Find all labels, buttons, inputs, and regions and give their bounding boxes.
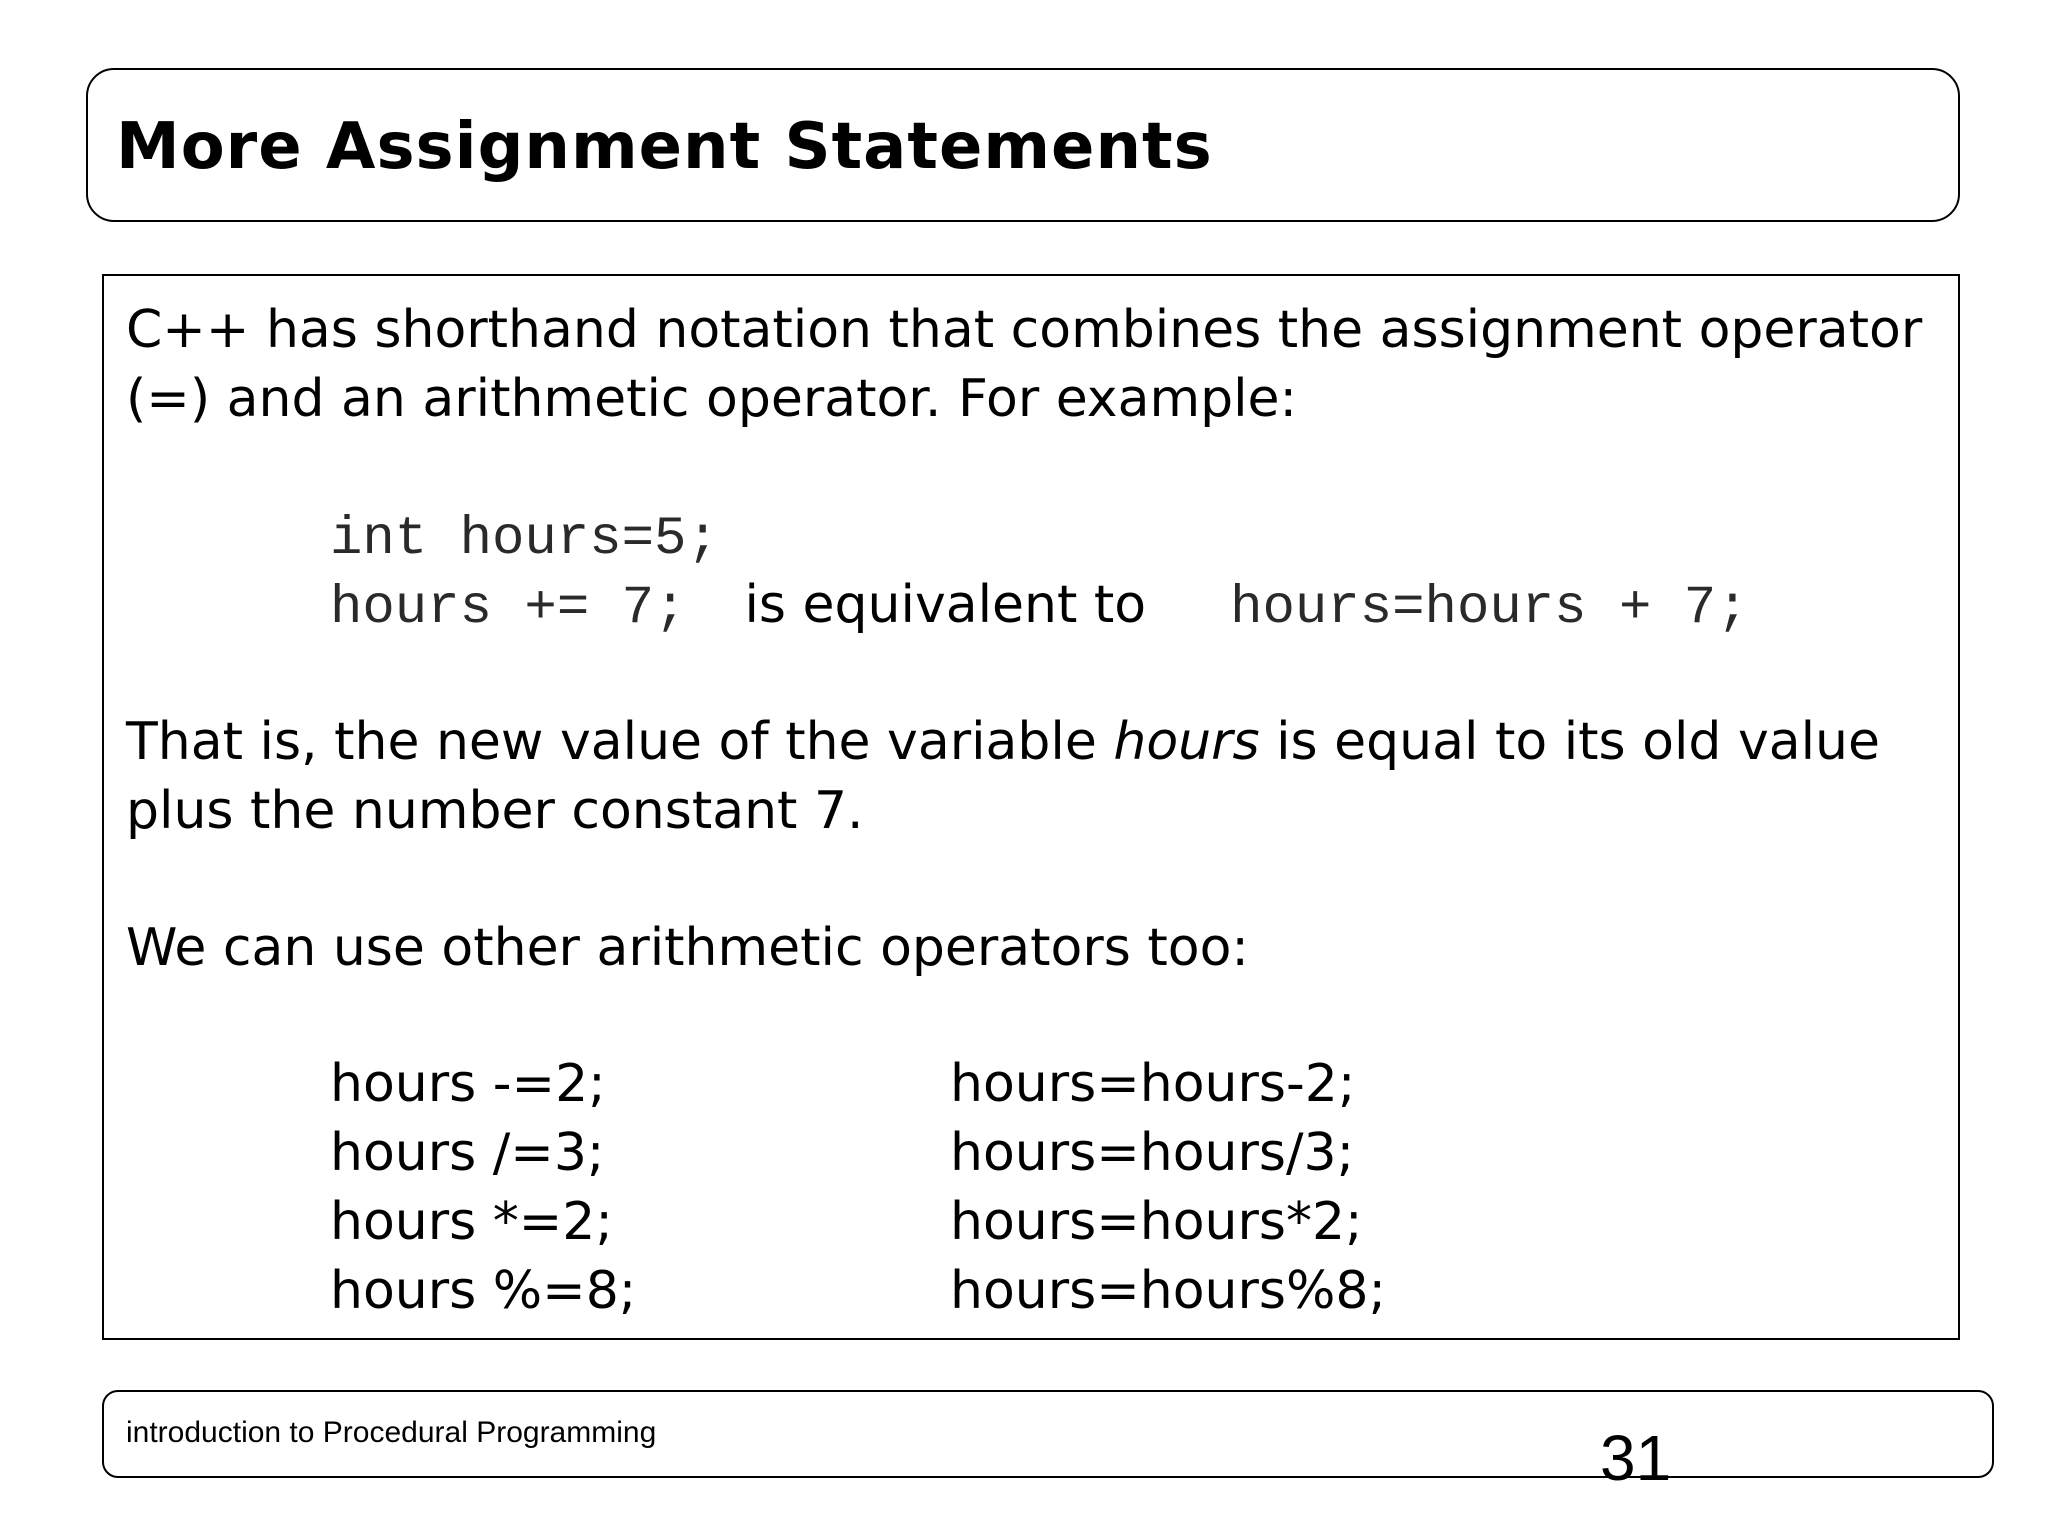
code-line-1 [330,502,719,574]
title-box [86,68,1960,222]
code-expanded: hours=hours + 7; [1230,578,1749,639]
content-box [102,274,1960,1340]
code-shorthand: hours += 7; [330,578,687,639]
intro-line-2: (=) and an arithmetic operator. For example: [126,369,1298,429]
page-number: 31 [1600,1422,1672,1494]
explanation-part-1: That is, the new value of the variable [126,712,1114,772]
code-declaration: int hours=5; [330,509,719,570]
expanded-operator-2: hours=hours*2; [950,1192,1363,1252]
shorthand-operator-0: hours -=2; [330,1054,606,1114]
slide-title: More Assignment Statements [116,110,1213,184]
shorthand-operator-2: hours *=2; [330,1192,613,1252]
explanation-line-2: plus the number constant 7. [126,781,864,841]
shorthand-operator-1: hours /=3; [330,1123,605,1183]
shorthand-operator-3: hours %=8; [330,1261,637,1321]
footer-box [102,1390,1994,1494]
variable-name: hours [1113,712,1260,772]
footer-course-title: introduction to Procedural Programming [126,1416,657,1449]
explanation-line-1 [126,708,1880,777]
code-line-2 [330,571,1749,643]
other-operators-intro: We can use other arithmetic operators too: [126,918,1249,978]
expanded-operator-0: hours=hours-2; [950,1054,1356,1114]
intro-line-1: C++ has shorthand notation that combines the assignment operator [126,300,1923,360]
expanded-operator-3: hours=hours%8; [950,1261,1386,1321]
explanation-part-2: is equal to its old value [1259,712,1880,772]
equivalence-label: is equivalent to [744,575,1147,635]
expanded-operator-1: hours=hours/3; [950,1123,1355,1183]
